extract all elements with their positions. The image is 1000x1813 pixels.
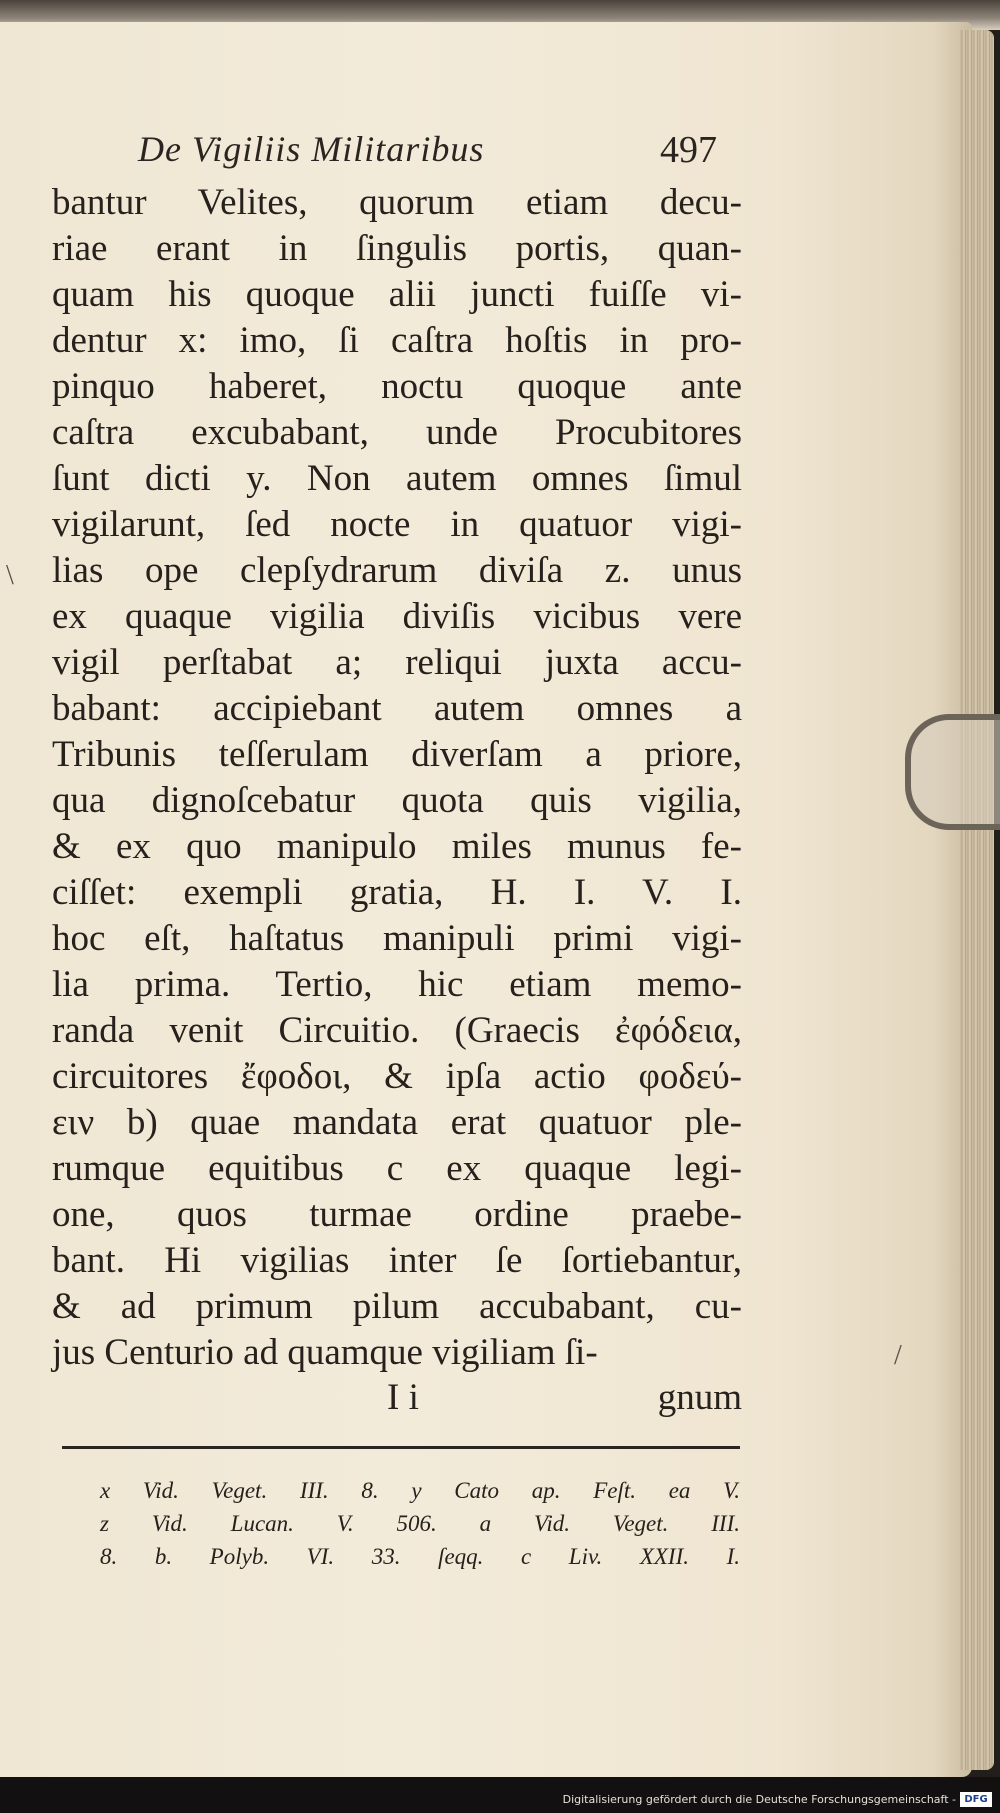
text-line: bantur Velites, quorum etiam decu-: [52, 182, 742, 223]
text-line: ειν b) quae mandata erat quatuor ple-: [52, 1102, 742, 1143]
text-line: randa venit Circuitio. (Graecis ἐφόδεια,: [52, 1010, 742, 1051]
running-title: De Vigiliis Militaribus: [138, 129, 485, 169]
page-fore-edge: [960, 30, 994, 1770]
text-line: ſunt dicti y. Non autem omnes ſimul: [52, 458, 742, 499]
text-line: riae erant in ſingulis portis, quan-: [52, 228, 742, 269]
text-line: caſtra excubabant, unde Procubitores: [52, 412, 742, 453]
text-line: vigil perſtabat a; reliqui juxta accu-: [52, 642, 742, 683]
body-text: [52, 180, 742, 1376]
text-line: & ex quo manipulo miles munus fe-: [52, 826, 742, 867]
footnote-rule: [62, 1446, 740, 1449]
text-line: one, quos turmae ordine praebe-: [52, 1194, 742, 1235]
text-line: lia prima. Tertio, hic etiam memo-: [52, 964, 742, 1005]
footnote-line: x Vid. Veget. III. 8. y Cato ap. Feſt. ea V.: [100, 1478, 740, 1503]
margin-stroke: \: [6, 560, 14, 591]
page-number: 497: [660, 129, 717, 171]
text-line: ciſſet: exempli gratia, H. I. V. I.: [52, 872, 742, 913]
footnote-line: 8. b. Polyb. VI. 33. ſeqq. c Liv. XXII. I.: [100, 1544, 740, 1569]
text-line: rumque equitibus c ex quaque legi-: [52, 1148, 742, 1189]
text-line: pinquo haberet, noctu quoque ante: [52, 366, 742, 407]
digitization-credit: Digitalisierung gefördert durch die Deutsche Forschungsgemeinschaft -: [562, 1793, 956, 1806]
text-line: Tribunis teſſerulam diverſam a priore,: [52, 734, 742, 775]
text-line: jus Centurio ad quamque vigiliam ſi-: [52, 1332, 598, 1373]
footnotes: [100, 1474, 740, 1573]
text-line: circuitores ἔφοδοι, & ipſa actio φοδεύ-: [52, 1056, 742, 1097]
text-line: lias ope clepſydrarum diviſa z. unus: [52, 550, 742, 591]
text-line: & ad primum pilum accubabant, cu-: [52, 1286, 742, 1327]
signature-line: [52, 1376, 742, 1420]
footnote-line: z Vid. Lucan. V. 506. a Vid. Veget. III.: [100, 1511, 740, 1536]
text-line: babant: accipiebant autem omnes a: [52, 688, 742, 729]
signature-mark: I i: [387, 1377, 419, 1418]
bookmark-clip: [905, 714, 1000, 830]
text-line: vigilarunt, ſed nocte in quatuor vigi-: [52, 504, 742, 545]
catchword: gnum: [657, 1377, 742, 1418]
text-line: hoc eſt, haſtatus manipuli primi vigi-: [52, 918, 742, 959]
text-line: bant. Hi vigilias inter ſe ſortiebantur,: [52, 1240, 742, 1281]
text-line: quam his quoque alii juncti fuiſſe vi-: [52, 274, 742, 315]
dfg-logo: DFG: [960, 1792, 992, 1807]
text-line: dentur x: imo, ſi caſtra hoſtis in pro-: [52, 320, 742, 361]
margin-stroke: /: [894, 1340, 902, 1371]
running-head: [138, 128, 738, 178]
text-line: ex quaque vigilia diviſis vicibus vere: [52, 596, 742, 637]
text-line: qua dignoſcebatur quota quis vigilia,: [52, 780, 742, 821]
